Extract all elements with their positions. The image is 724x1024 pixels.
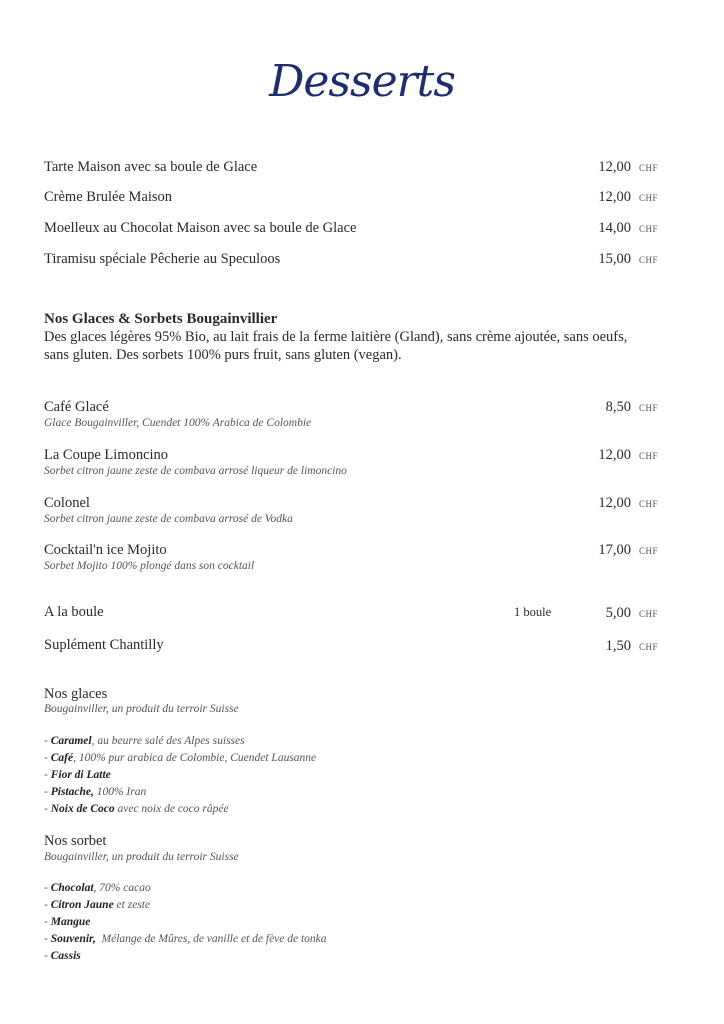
currency-label: CHF — [639, 609, 659, 619]
currency-label: CHF — [639, 451, 659, 461]
currency-label: CHF — [639, 499, 659, 509]
coupe-desc: Glace Bougainviller, Cuendet 100% Arabica de Colombie — [44, 417, 312, 429]
page-title: Desserts — [269, 56, 455, 107]
currency-label: CHF — [639, 642, 659, 652]
sorbets-heading: Nos sorbet — [44, 833, 107, 849]
coupe-price: 8,50 — [605, 399, 631, 415]
extra-name: A la boule — [44, 604, 104, 620]
flavor-item: - Chocolat, 70% cacao — [44, 882, 151, 894]
dessert-name: Moelleux au Chocolat Maison avec sa boule de Glace — [44, 220, 357, 236]
sorbets-sub: Bougainviller, un produit du terroir Suisse — [44, 851, 239, 863]
currency-label: CHF — [639, 193, 659, 203]
extra-qty: 1 boule — [514, 605, 552, 619]
extra-price: 5,00 — [605, 605, 631, 621]
dessert-name: Crème Brulée Maison — [44, 189, 173, 205]
flavor-item: - Souvenir, Mélange de Mûres, de vanille et de fève de tonka — [44, 933, 327, 945]
currency-label: CHF — [639, 255, 659, 265]
coupe-price: 12,00 — [598, 495, 631, 511]
currency-label: CHF — [639, 546, 659, 556]
dessert-name: Tiramisu spéciale Pêcherie au Speculoos — [44, 251, 281, 267]
dessert-price: 14,00 — [598, 220, 631, 236]
coupe-desc: Sorbet Mojito 100% plongé dans son cocktail — [44, 560, 255, 572]
section-heading: Nos Glaces & Sorbets Bougainvillier — [44, 311, 278, 327]
flavor-item: - Cassis — [44, 950, 81, 962]
extra-price: 1,50 — [605, 638, 631, 654]
coupe-price: 17,00 — [598, 542, 631, 558]
glaces-heading: Nos glaces — [44, 686, 108, 702]
flavor-item: - Citron Jaune et zeste — [44, 899, 151, 911]
flavor-item: - Fior di Latte — [44, 769, 111, 781]
glaces-sub: Bougainviller, un produit du terroir Suisse — [44, 703, 239, 715]
flavor-item: - Café, 100% pur arabica de Colombie, Cuendet Lausanne — [44, 752, 317, 764]
section-intro: Des glaces légères 95% Bio, au lait frais de la ferme laitière (Gland), sans crème ajoutée, sans oeufs, sans gluten. Des sorbets 100% purs fruit, sans gluten (vegan). — [44, 329, 628, 363]
coupe-desc: Sorbet citron jaune zeste de combava arrosé liqueur de limoncino — [44, 465, 347, 477]
dessert-price: 12,00 — [598, 189, 631, 205]
coupe-name: La Coupe Limoncino — [44, 447, 169, 463]
flavor-item: - Caramel, au beurre salé des Alpes suisses — [44, 735, 245, 747]
coupe-name: Colonel — [44, 495, 90, 511]
coupe-price: 12,00 — [598, 447, 631, 463]
currency-label: CHF — [639, 224, 659, 234]
currency-label: CHF — [639, 163, 659, 173]
flavor-item: - Pistache, 100% Iran — [44, 786, 147, 798]
coupe-name: Cocktail'n ice Mojito — [44, 542, 167, 558]
dessert-price: 15,00 — [598, 251, 631, 267]
flavor-item: - Mangue — [44, 916, 91, 928]
extra-name: Suplément Chantilly — [44, 637, 164, 653]
coupe-desc: Sorbet citron jaune zeste de combava arrosé de Vodka — [44, 513, 293, 525]
currency-label: CHF — [639, 403, 659, 413]
coupe-name: Café Glacé — [44, 399, 109, 415]
flavor-item: - Noix de Coco avec noix de coco râpée — [44, 803, 229, 815]
dessert-price: 12,00 — [598, 159, 631, 175]
dessert-name: Tarte Maison avec sa boule de Glace — [44, 159, 258, 175]
